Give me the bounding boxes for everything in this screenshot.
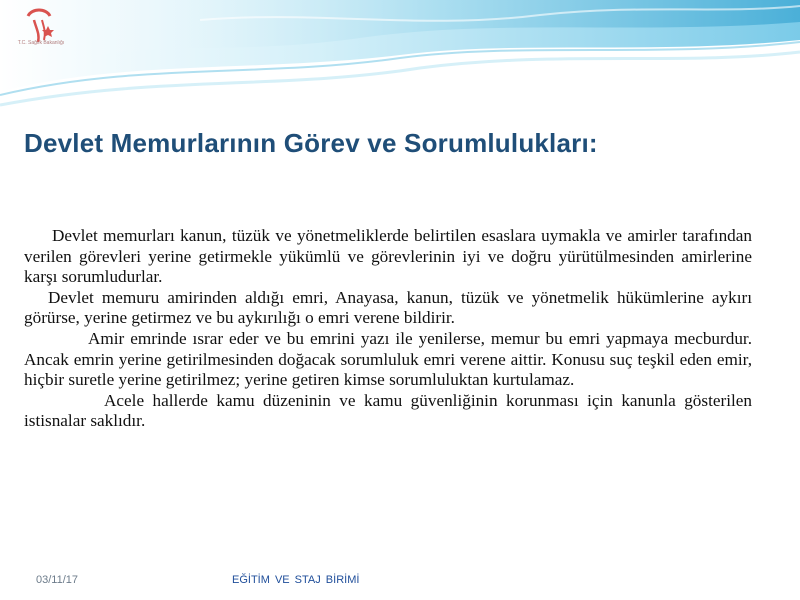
slide-title: Devlet Memurlarının Görev ve Sorumlulukları: (24, 128, 598, 158)
footer-unit: EĞİTİM VE STAJ BİRİMİ (232, 574, 360, 586)
logo-text: T.C. Sağlık Bakanlığı (17, 40, 65, 46)
header-wave-banner (0, 0, 800, 120)
paragraph-4: Acele hallerde kamu düzeninin ve kamu güvenliğinin korunması için kanunla gösterilen istisnalar saklıdır. (24, 390, 752, 431)
paragraph-2: Devlet memuru amirinden aldığı emri, Anayasa, kanun, tüzük ve yönetmelik hükümlerine aykırı görürse, yerine getirmez ve bu aykırılığı o emri verene bildirir. (24, 287, 752, 328)
footer-date: 03/11/17 (36, 574, 79, 586)
paragraph-3: Amir emrinde ısrar eder ve bu emrini yazı ile yenilerse, memur bu emri yapmaya mecburdur. Ancak emrin yerine getirilmesinden doğacak sorumluluk emri verene aittir. Konusu suç teşkil eden emir, hiçbir suretle yerine getirilmez; yerine getiren kimse sorumluluktan kurtulamaz. (24, 328, 752, 390)
paragraph-1: Devlet memurları kanun, tüzük ve yönetmeliklerde belirtilen esaslara uymakla ve amirler tarafından verilen görevleri yerine getirmekle yükümlü ve görevlerinin iyi ve doğru yürütülmesinden amirlerine karşı sorumludurlar. (24, 226, 752, 287)
ministry-logo (6, 6, 76, 72)
slide-body (24, 226, 752, 432)
